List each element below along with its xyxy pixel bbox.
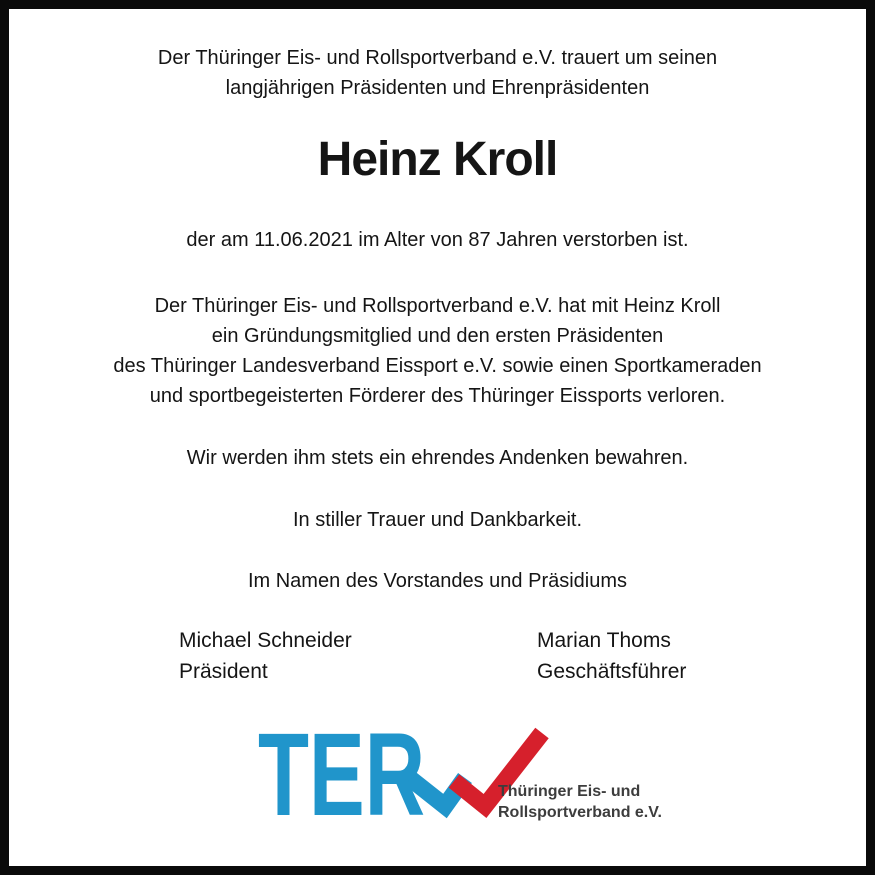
tribute-line-4: und sportbegeisterten Förderer des Thüringer Eissports verloren. xyxy=(149,385,726,407)
signatory-role: Geschäftsführer xyxy=(537,660,687,683)
mourning-line: In stiller Trauer und Dankbarkeit. xyxy=(292,509,583,531)
tribute-line-2: ein Gründungsmitglied und den ersten Präsidenten xyxy=(211,325,664,347)
death-date-line: der am 11.06.2021 im Alter von 87 Jahren verstorben ist. xyxy=(186,229,689,251)
intro-text xyxy=(9,43,866,103)
signatory-managing-director xyxy=(537,625,686,687)
terv-logo-graphic xyxy=(256,722,681,822)
tribute-line-3: des Thüringer Landesverband Eissport e.V. sowie einen Sportkameraden xyxy=(113,355,762,377)
tribute-line-1: Der Thüringer Eis- und Rollsportverband e.V. hat mit Heinz Kroll xyxy=(154,295,721,317)
deceased-name: Heinz Kroll xyxy=(317,133,558,186)
tribute-paragraph xyxy=(9,291,866,411)
logo-org-line-1: Thüringer Eis- und xyxy=(498,783,641,800)
signatory-name: Michael Schneider xyxy=(179,629,352,652)
logo-acronym: TER xyxy=(258,722,425,822)
intro-line-1: Der Thüringer Eis- und Rollsportverband e.V. trauert um seinen xyxy=(157,47,718,69)
logo-org-line-2: Rollsportverband e.V. xyxy=(498,804,662,821)
terv-logo xyxy=(256,722,681,822)
signatory-role: Präsident xyxy=(179,660,268,683)
signatory-name: Marian Thoms xyxy=(537,629,671,652)
remembrance-line: Wir werden ihm stets ein ehrendes Andenken bewahren. xyxy=(186,447,689,469)
intro-line-2: langjährigen Präsidenten und Ehrenpräsidenten xyxy=(225,77,650,99)
signature-block xyxy=(9,625,866,687)
on-behalf-line: Im Namen des Vorstandes und Präsidiums xyxy=(247,570,628,592)
signatory-president xyxy=(179,625,352,687)
